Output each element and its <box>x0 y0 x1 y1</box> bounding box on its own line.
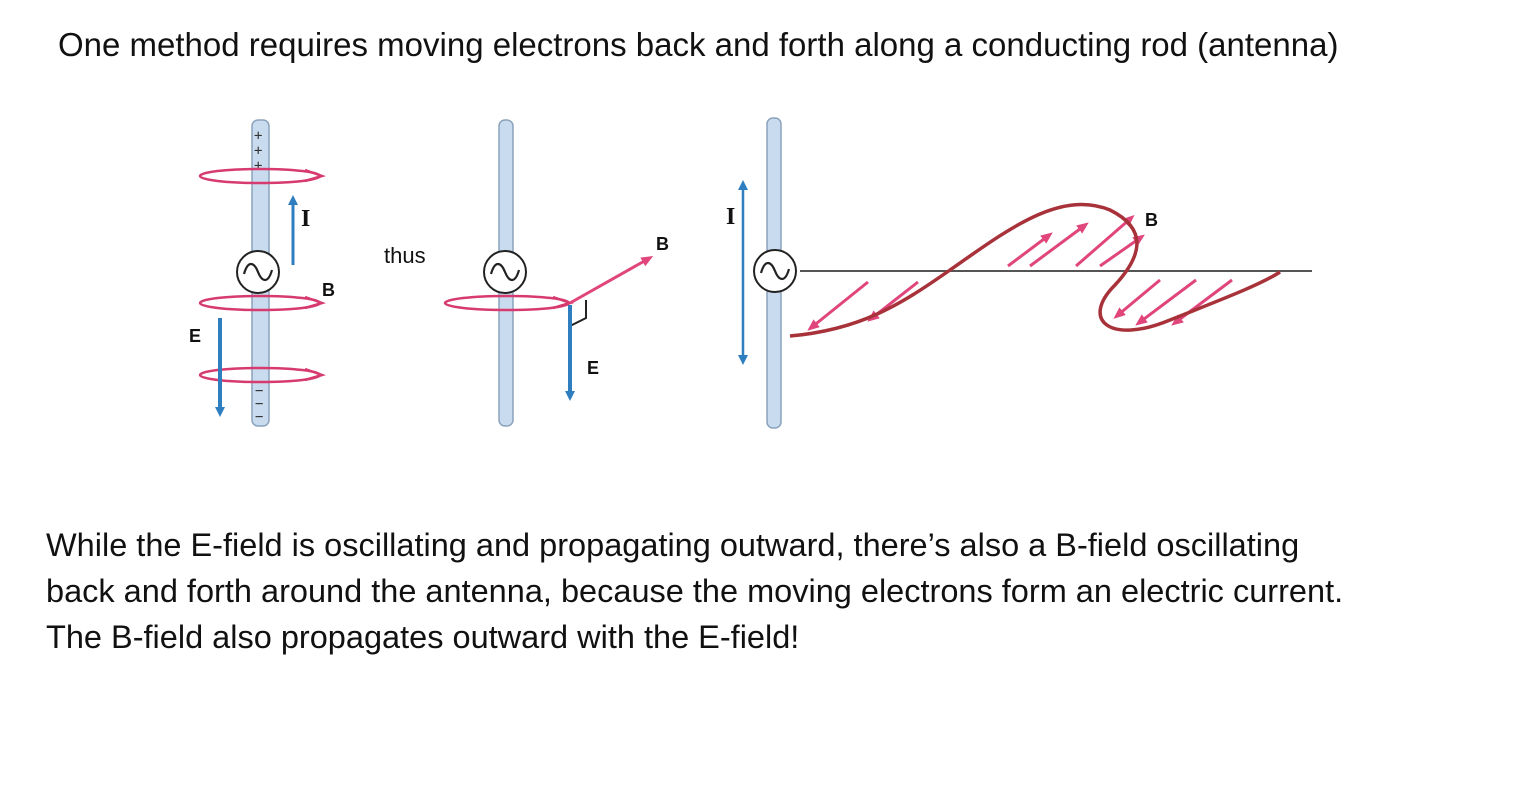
b-field-arrow-icon <box>570 259 648 303</box>
top-charge-signs: + <box>254 128 263 144</box>
bottom-charge-signs-2: − <box>255 396 264 412</box>
b-vector-4 <box>1030 226 1084 266</box>
explanation-paragraph <box>46 522 1496 660</box>
b-vector-7 <box>1118 280 1160 315</box>
b-vector-5 <box>1076 219 1130 266</box>
right-angle-marker-icon <box>570 300 586 326</box>
top-charge-signs-2: + <box>254 143 263 159</box>
b-label-2: B <box>656 234 669 254</box>
current-label-3: I <box>726 204 736 230</box>
panel-3-propagating-wave <box>726 118 1312 428</box>
bottom-charge-signs: − <box>255 383 264 399</box>
e-label-2: E <box>587 358 600 378</box>
slide-title: One method requires moving electrons back and forth along a conducting rod (antenna) <box>58 26 1339 63</box>
explanation-line-2: back and forth around the antenna, because the moving electrons form an electric current. <box>46 573 1344 609</box>
b-field-vectors <box>812 219 1232 327</box>
explanation-line-1: While the E-field is oscillating and propagating outward, there’s also a B-field oscillating <box>46 527 1300 563</box>
top-charge-signs-3: + <box>254 158 263 174</box>
b-vector-8 <box>1140 280 1196 322</box>
e-label-1: E <box>189 326 202 346</box>
b-vector-3 <box>1008 236 1048 266</box>
panel-2-field-directions <box>445 120 669 426</box>
b-label-1: B <box>322 280 335 300</box>
explanation-line-3: The B-field also propagates outward with the E-field! <box>46 619 800 655</box>
panel-1-dipole <box>189 120 335 426</box>
bottom-charge-signs-3: − <box>255 409 264 425</box>
connector-thus: thus <box>384 243 426 268</box>
current-label-1: I <box>301 206 311 232</box>
b-label-3: B <box>1145 210 1158 230</box>
